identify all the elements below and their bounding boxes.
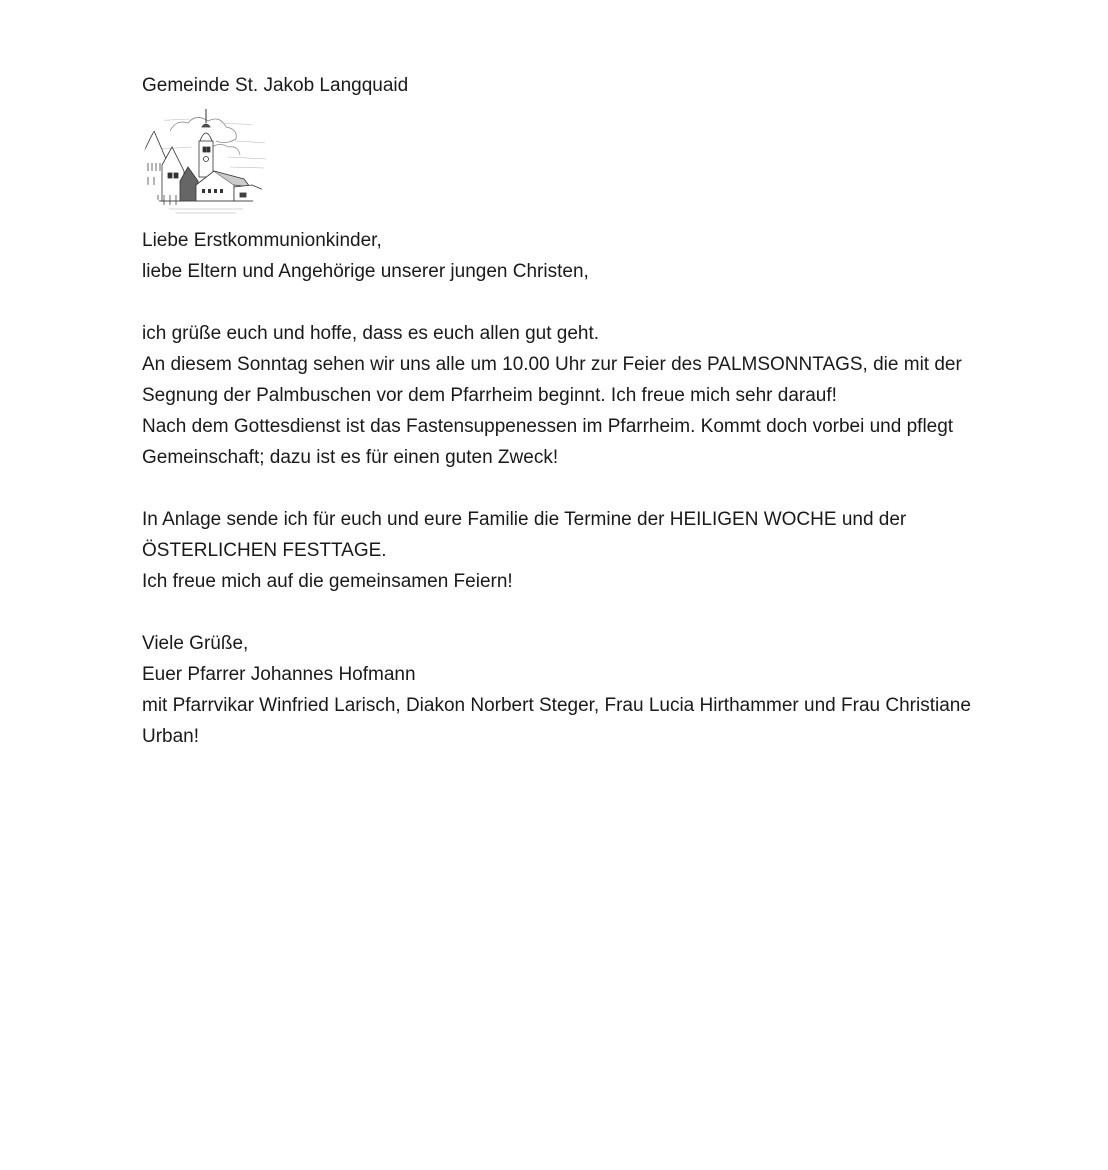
body-line: An diesem Sonntag sehen wir uns alle um 10.00 Uhr zur Feier des PALMSONNTAGS, die mit der	[142, 354, 962, 375]
parish-name: Gemeinde St. Jakob Langquaid	[142, 75, 409, 96]
closing-line: Viele Grüße,	[142, 633, 249, 654]
salutation-line: liebe Eltern und Angehörige unserer jungen Christen,	[142, 261, 589, 282]
blank-line	[142, 597, 1042, 628]
blank-line	[142, 287, 1042, 318]
church-village-logo-icon	[140, 101, 272, 221]
body-line: Nach dem Gottesdienst ist das Fastensuppenessen im Pfarrheim. Kommt doch vorbei und pflegt	[142, 416, 954, 437]
letter-document	[142, 70, 1042, 752]
body-line: In Anlage sende ich für euch und eure Familie die Termine der HEILIGEN WOCHE und der	[142, 509, 907, 530]
signature-line: mit Pfarrvikar Winfried Larisch, Diakon Norbert Steger, Frau Lucia Hirthammer und Frau Christiane	[142, 695, 971, 716]
signature-line: Euer Pfarrer Johannes Hofmann	[142, 664, 416, 685]
body-line: ÖSTERLICHEN FESTTAGE.	[142, 540, 387, 561]
salutation-line: Liebe Erstkommunionkinder,	[142, 230, 382, 251]
body-line: Segnung der Palmbuschen vor dem Pfarrheim beginnt. Ich freue mich sehr darauf!	[142, 385, 837, 406]
body-line: Ich freue mich auf die gemeinsamen Feiern!	[142, 571, 513, 592]
body-line: Gemeinschaft; dazu ist es für einen guten Zweck!	[142, 447, 559, 468]
body-line: ich grüße euch und hoffe, dass es euch allen gut geht.	[142, 323, 600, 344]
signature-line: Urban!	[142, 726, 200, 747]
blank-line	[142, 473, 1042, 504]
